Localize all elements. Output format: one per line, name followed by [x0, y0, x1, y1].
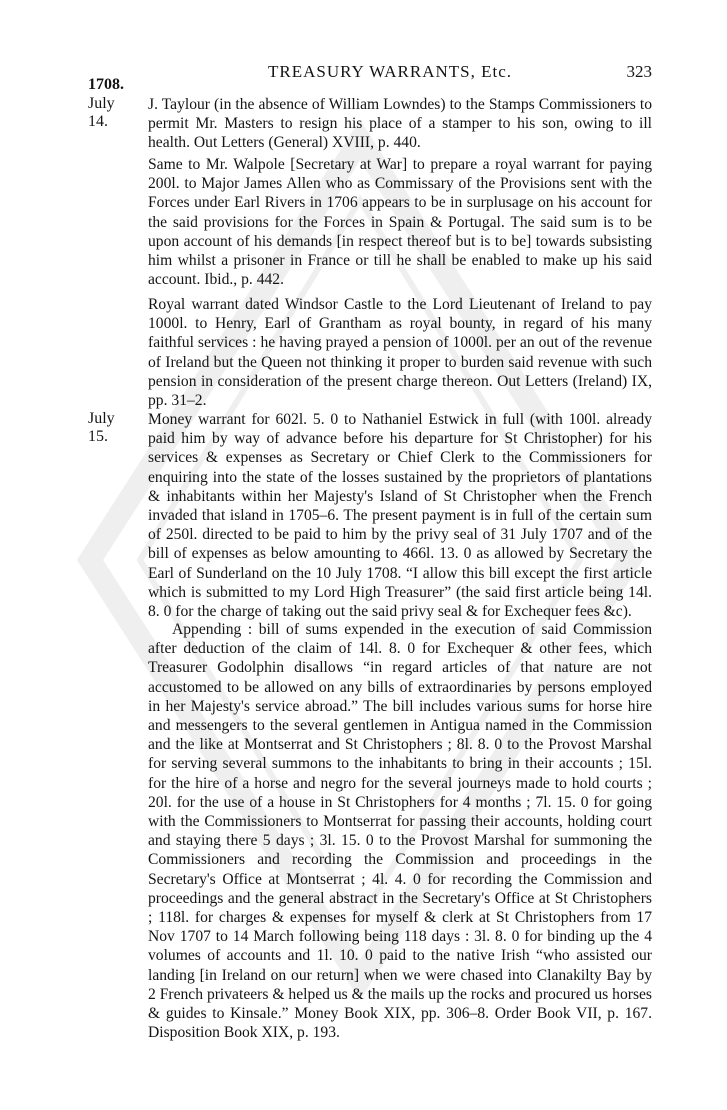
paragraph-walpole-warrant: Same to Mr. Walpole [Secretary at War] to prepare a royal warrant for paying 200l. to Major James Allen who as Commissary of the Provisions sent with the Forces under Earl Rivers in 1706 appears to be in surplusage on his account for the said provisions for the Forces in Spain & Portugal. The said sum is to be upon account of his demands [in respect thereof but is to be] towards subsisting him whilst a prisoner in France or till he shall be enabled to make up his said account. Ibid., p. 442.	[148, 156, 652, 289]
page-number: 323	[626, 62, 652, 81]
running-title: TREASURY WARRANTS, Etc.	[267, 62, 513, 81]
paragraph-royal-warrant-ireland: Royal warrant dated Windsor Castle to the Lord Lieutenant of Ireland to pay 1000l. to Henry, Earl of Grantham as royal bounty, in regard of his many faithful services : he having prayed a pension of 1000l. per an out of the revenue of Ireland but the Queen not thinking it proper to burden said revenue with such pension in consideration of the present charge thereon. Out Letters (Ireland) IX, pp. 31–2.	[148, 296, 652, 410]
paragraph-stamps-commissioners: J. Taylour (in the absence of William Lowndes) to the Stamps Commissioners to permit Mr. Masters to resign his place of a stamper to his son, owing to ill health. Out Letters (General) XVIII, p. 440.	[148, 96, 652, 152]
entry-date: July 15.	[88, 410, 115, 445]
page-header	[88, 62, 652, 93]
year-marker: 1708.	[88, 76, 124, 93]
paragraph-appending-bill: Appending : bill of sums expended in the execution of said Commission after deduction of the claim of 14l. 8. 0 for Exchequer & other fees, which Treasurer Godolphin disallows “in regard articles of that nature are not accustomed to be allowed on any bills of extraordinaries by persons employed in her Majesty's service abroad.” The bill includes various sums for horse hire and messengers to the several gentlemen in Antigua named in the Commission and the like at Montserrat and St Christophers ; 8l. 8. 0 to the Provost Marshal for serving several summons to the inhabitants to bring in their accounts ; 15l. for the hire of a horse and negro for the several journeys made to hold courts ; 20l. for the use of a house in St Christophers for 4 months ; 7l. 15. 0 for going with the Commissioners to Montserrat for passing their accounts, holding court and staying there 5 days ; 3l. 15. 0 to the Provost Marshal for summoning the Commissioners and recording the Commission and proceedings in the Secretary's Office at Montserrat ; 4l. 4. 0 for recording the Commission and proceedings and the general abstract in the Secretary's Office at St Christophers ; 118l. for charges & expenses for myself & clerk at St Christophers from 17 Nov 1707 to 14 March following being 118 days : 3l. 8. 0 for binding up the 4 volumes of accounts and 1l. 10. 0 paid to the native Irish “who assisted our landing [in Ireland on our return] when we were chased into Clanakilty Bay by 2 French privateers & helped us & the mails up the rocks and procured us horses & guides to Kinsale.” Money Book XIX, pp. 306–8. Order Book VII, p. 167. Disposition Book XIX, p. 193.	[148, 621, 652, 1042]
entry-date: July 14.	[88, 95, 115, 130]
paragraph-money-warrant-estwick: Money warrant for 602l. 5. 0 to Nathaniel Estwick in full (with 100l. already paid him by way of advance before his departure for St Christopher) for his services & expenses as Secretary or Chief Clerk to the Commissioners for enquiring into the state of the losses sustained by the proprietors of plantations & inhabitants within her Majesty's Island of St Christopher when the French invaded that island in 1705–6. The present payment is in full of the certain sum of 250l. directed to be paid to him by the privy seal of 31 July 1707 and of the bill of expenses as below amounting to 466l. 13. 0 as allowed by Secretary the Earl of Sunderland on the 10 July 1708. “I allow this bill except the first article which is submitted to my Lord High Treasurer” (the said first article being 14l. 8. 0 for the charge of taking out the said privy seal & for Exchequer fees &c).	[148, 411, 652, 621]
